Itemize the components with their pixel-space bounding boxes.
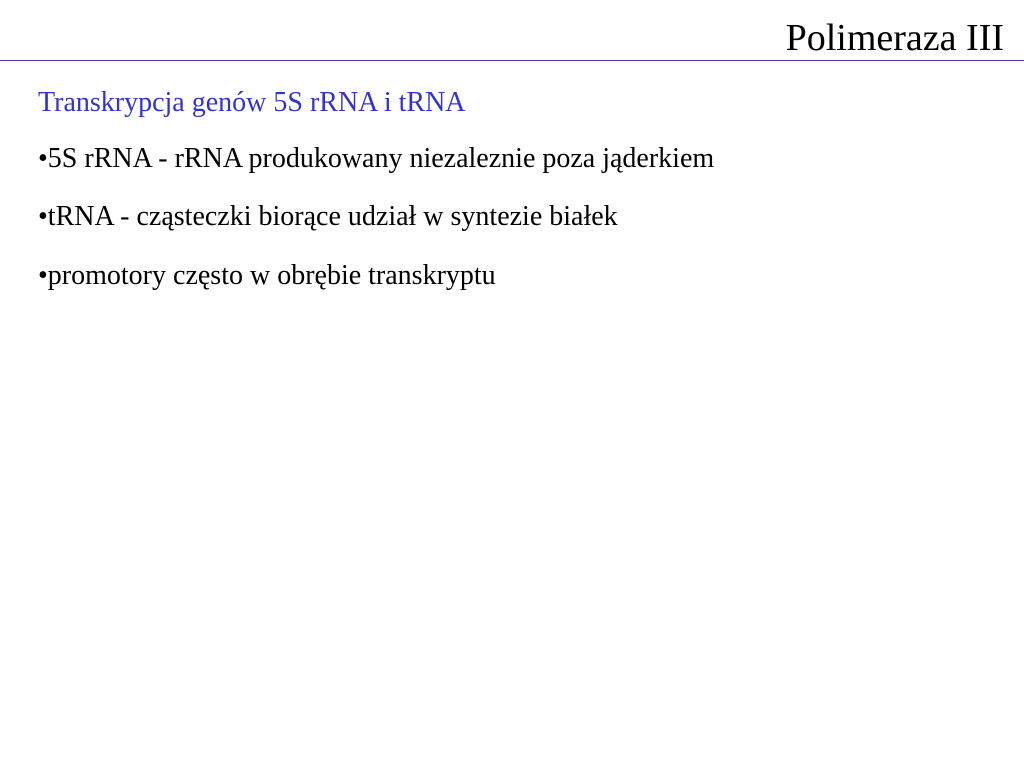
bullet-list [38, 142, 998, 293]
title-divider [0, 60, 1024, 61]
slide-content [38, 86, 998, 317]
bullet-item: •5S rRNA - rRNA produkowany niezaleznie poza jąderkiem [38, 142, 715, 174]
bullet-item: •promotory często w obrębie transkryptu [38, 259, 496, 291]
slide-subtitle: Transkrypcja genów 5S rRNA i tRNA [38, 87, 466, 118]
bullet-item: •tRNA - cząsteczki biorące udział w syntezie białek [38, 201, 618, 233]
slide-title: Polimeraza III [785, 17, 1004, 59]
